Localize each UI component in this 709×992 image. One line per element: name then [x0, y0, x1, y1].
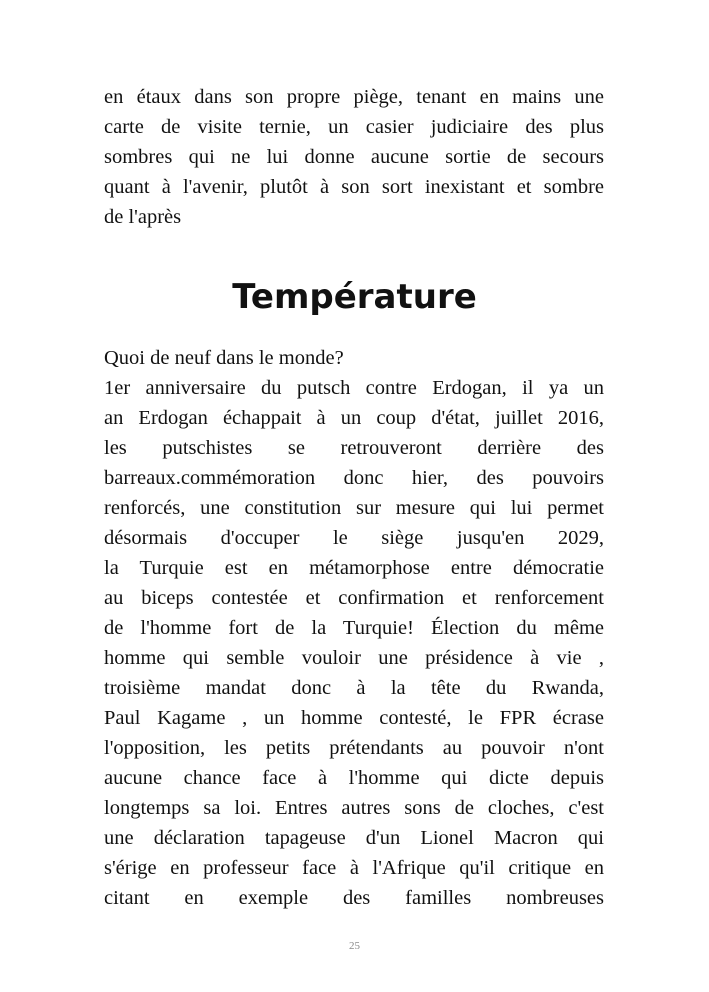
- text-line: aucune chance face à l'homme qui dicte depuis: [104, 767, 604, 789]
- page-number: 25: [349, 940, 360, 952]
- text-line: barreaux.commémoration donc hier, des pouvoirs: [104, 467, 604, 489]
- text-line: s'érige en professeur face à l'Afrique qu'il critique en: [104, 857, 604, 879]
- text-line: Quoi de neuf dans le monde?: [104, 347, 344, 369]
- text-line: au biceps contestée et confirmation et renforcement: [104, 587, 604, 609]
- text-line: l'opposition, les petits prétendants au pouvoir n'ont: [104, 737, 604, 759]
- body-paragraph: [104, 343, 604, 913]
- text-line: an Erdogan échappait à un coup d'état, juillet 2016,: [104, 407, 604, 429]
- text-line: de l'homme fort de la Turquie! Élection du même: [104, 617, 604, 639]
- text-line: désormais d'occuper le siège jusqu'en 2029,: [104, 527, 604, 549]
- intro-paragraph: [104, 82, 604, 232]
- text-line: 1er anniversaire du putsch contre Erdogan, il ya un: [104, 377, 604, 399]
- text-line: citant en exemple des familles nombreuses: [104, 887, 604, 909]
- text-line: renforcés, une constitution sur mesure qui lui permet: [104, 497, 604, 519]
- text-line: homme qui semble vouloir une présidence à vie ,: [104, 647, 604, 669]
- text-line: quant à l'avenir, plutôt à son sort inexistant et sombre: [104, 176, 604, 198]
- text-line: de l'après: [104, 206, 182, 228]
- section-heading: Température: [232, 277, 477, 317]
- text-line: les putschistes se retrouveront derrière des: [104, 437, 604, 459]
- text-line: troisième mandat donc à la tête du Rwanda,: [104, 677, 604, 699]
- text-line: carte de visite ternie, un casier judiciaire des plus: [104, 116, 604, 138]
- text-line: longtemps sa loi. Entres autres sons de cloches, c'est: [104, 797, 604, 819]
- text-line: en étaux dans son propre piège, tenant en mains une: [104, 86, 604, 108]
- text-line: Paul Kagame , un homme contesté, le FPR écrase: [104, 707, 604, 729]
- text-line: la Turquie est en métamorphose entre démocratie: [104, 557, 604, 579]
- text-line: sombres qui ne lui donne aucune sortie de secours: [104, 146, 604, 168]
- text-line: une déclaration tapageuse d'un Lionel Macron qui: [104, 827, 604, 849]
